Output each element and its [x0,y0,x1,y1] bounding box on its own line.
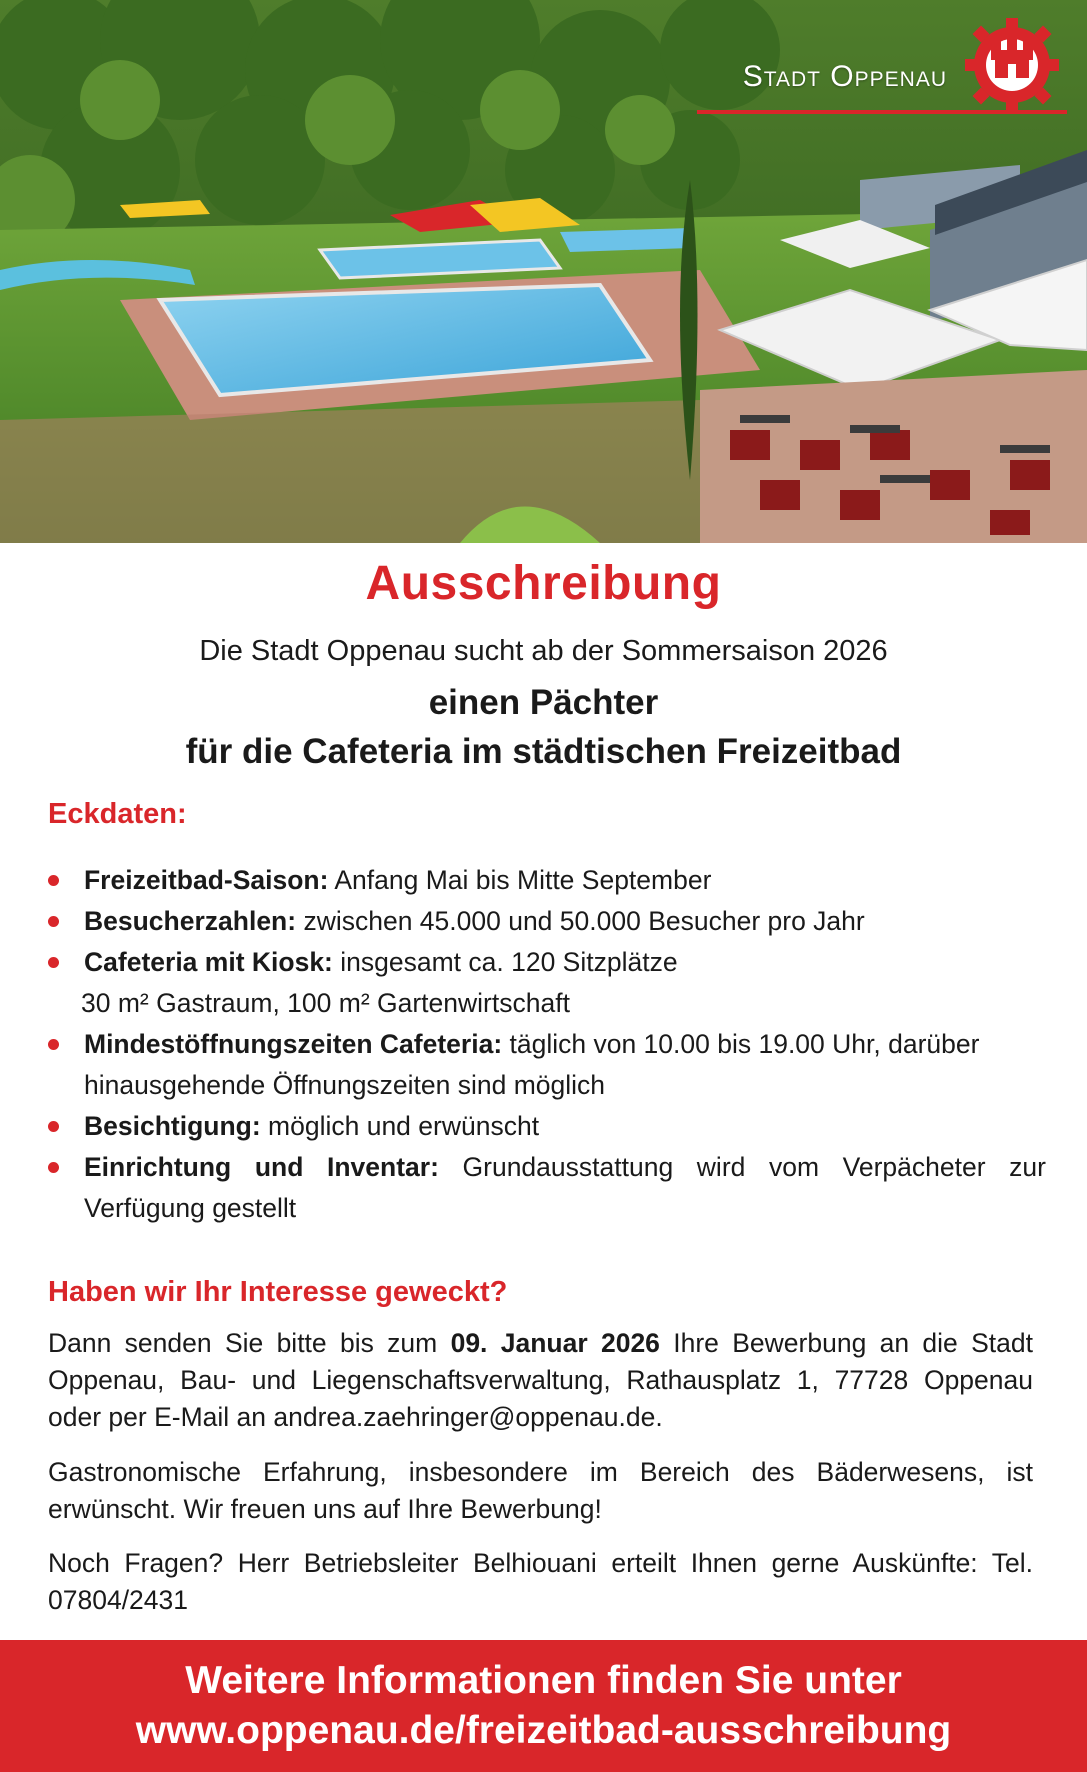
list-item [48,860,1046,901]
interesse-heading: Haben wir Ihr Interesse geweckt? [48,1276,508,1308]
bullet-icon [48,875,59,886]
deadline-date: 09. Januar 2026 [450,1328,660,1358]
item-label: Mindestöffnungszeiten Cafeteria: [84,1029,503,1059]
list-item [48,901,1046,942]
item-extra: 30 m² Gastraum, 100 m² Gartenwirtschaft [81,988,570,1018]
eckdaten-list [48,860,1046,1229]
eckdaten-heading: Eckdaten: [48,798,187,830]
item-text: insgesamt ca. 120 Sitzplätze [332,947,678,977]
subtitle-paechter: einen Pächter [428,683,659,722]
p1-before: Dann senden Sie bitte bis zum [48,1328,451,1358]
item-text: täglich von 10.00 bis 19.00 Uhr, darüber hinausgehende Öffnungszeiten sind möglich [84,1029,980,1100]
experience-paragraph: Gastronomische Erfahrung, insbesondere im Bereich des Bäderwesens, ist erwünscht. Wir freuen uns auf Ihre Bewerbung! [48,1457,1033,1524]
oppenau-coat-of-arms-icon [957,10,1067,110]
item-label: Einrichtung und Inventar: [84,1152,439,1182]
item-label: Cafeteria mit Kiosk: [84,947,333,977]
item-text: Anfang Mai bis Mitte September [328,865,712,895]
subtitle-cafeteria: für die Cafeteria im städtischen Freizeitbad [185,732,902,771]
brand [687,10,1067,120]
contact-paragraph: Noch Fragen? Herr Betriebsleiter Belhiouani erteilt Ihnen gerne Auskünfte: Tel. 07804/2431 [48,1548,1033,1615]
application-paragraph [48,1325,1033,1436]
brand-name: Stadt Oppenau [742,60,947,93]
bullet-icon [48,1121,59,1132]
p1-after: Ihre Bewerbung an die Stadt Oppenau, Bau- und Liegenschaftsverwaltung, Rathausplatz 1, 77728 Oppenau oder per E-Mail an andrea.zaehringer@oppenau.de. [48,1328,1033,1432]
item-text: zwischen 45.000 und 50.000 Besucher pro Jahr [296,906,865,936]
item-label: Freizeitbad-Saison: [84,865,329,895]
item-text: Grundausstattung wird vom Verpächeter zur Verfügung gestellt [84,1152,1046,1223]
list-item [48,942,1046,1024]
bullet-icon [48,1162,59,1173]
item-text: möglich und erwünscht [260,1111,540,1141]
footer-url: www.oppenau.de/freizeitbad-ausschreibung [135,1709,952,1752]
intro-text: Die Stadt Oppenau sucht ab der Sommersaison 2026 [199,635,888,667]
bullet-icon [48,957,59,968]
list-item [48,1024,1046,1106]
footer-line-1: Weitere Informationen finden Sie unter [185,1659,902,1702]
bullet-icon [48,1039,59,1050]
item-label: Besucherzahlen: [84,906,297,936]
list-item [48,1106,1046,1147]
brand-underline [697,110,1067,114]
freizeitbad-photo [0,0,1087,543]
item-label: Besichtigung: [84,1111,261,1141]
list-item [48,1147,1046,1229]
footer-banner [0,1640,1087,1772]
page-title: Ausschreibung [365,557,722,610]
bullet-icon [48,916,59,927]
